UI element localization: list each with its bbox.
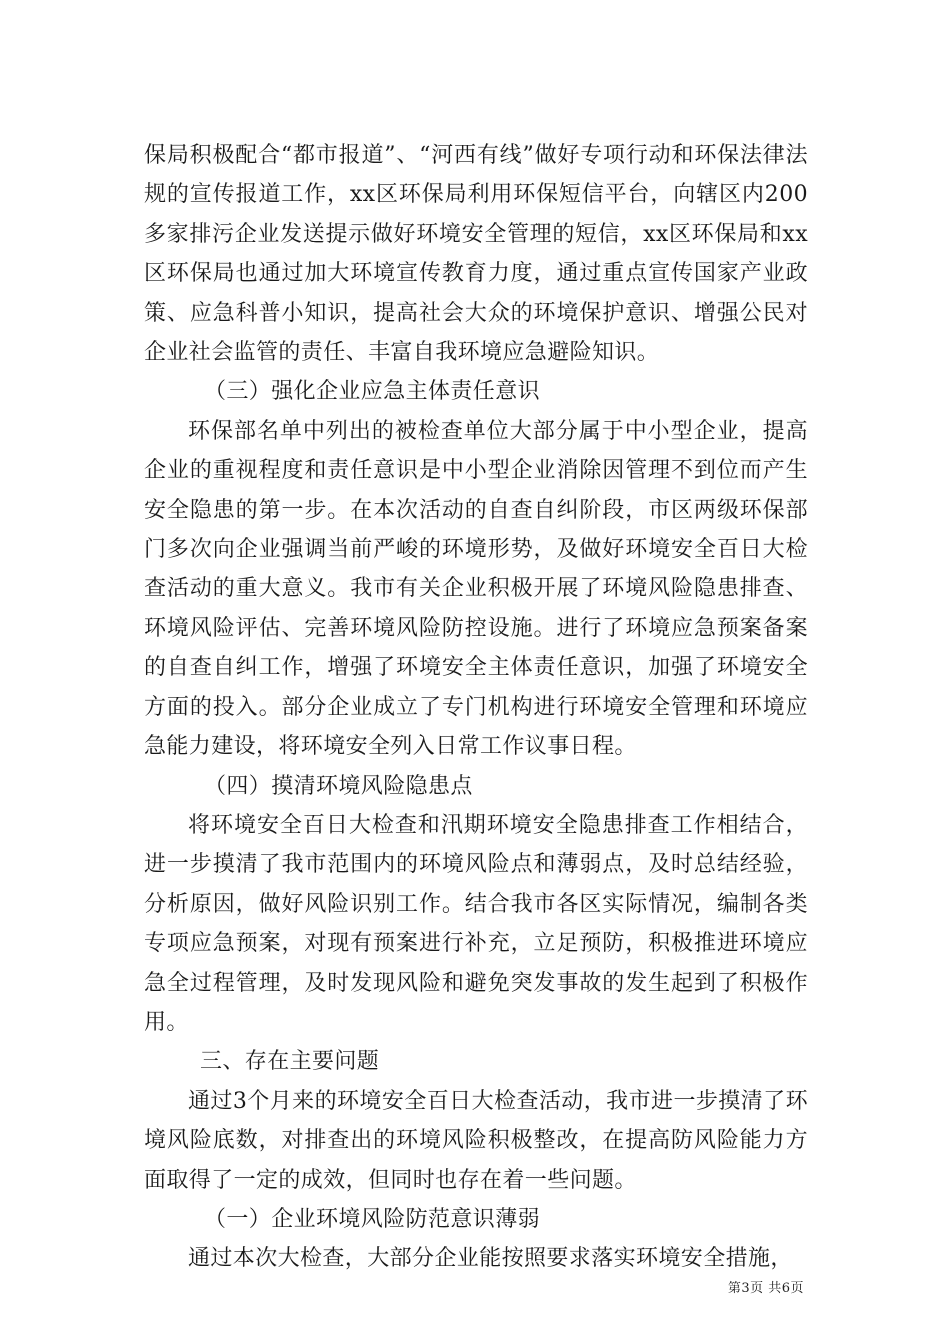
section-heading-1: （一）企业环境风险防范意识薄弱 — [204, 1206, 541, 1232]
paragraph: 通过本次大检查，大部分企业能按照要求落实环境安全措施， — [188, 1246, 793, 1272]
paragraph: 环保部名单中列出的被检查单位大部分属于中小型企业，提高企业的重视程度和责任意识是中小型企业消除因管理不到位而产生安全隐患的第一步。在本次活动的自查自纠阶段，市区两级环保部门多次向企业强调当前严峻的环境形势，及做好环境安全百日大检查活动的重大意义。我市有关企业积极开展了环境风险隐患排查、环境风险评估、完善环境风险防控设施。进行了环境应急预案备案的自查自纠工作，增强了环境安全主体责任意识，加强了环境安全方面的投入。部分企业成立了专门机构进行环境安全管理和环境应急能力建设，将环境安全列入日常工作议事日程。 — [144, 418, 808, 760]
paragraph: 通过3个月来的环境安全百日大检查活动，我市进一步摸清了环境风险底数，对排查出的环境风险积极整改，在提高防风险能力方面取得了一定的成效，但同时也存在着一些问题。 — [144, 1088, 808, 1193]
document-body — [144, 136, 808, 1279]
paragraph: 将环境安全百日大检查和汛期环境安全隐患排查工作相结合，进一步摸清了我市范围内的环境风险点和薄弱点，及时总结经验，分析原因，做好风险识别工作。结合我市各区实际情况，编制各类专项应急预案，对现有预案进行补充，立足预防，积极推进环境应急全过程管理，及时发现风险和避免突发事故的发生起到了积极作用。 — [144, 812, 808, 1035]
page-number-footer: 第3页 共6页 — [727, 1281, 804, 1296]
section-heading-3: （三）强化企业应急主体责任意识 — [204, 379, 541, 405]
chapter-heading: 三、存在主要问题 — [200, 1049, 380, 1075]
section-heading-4: （四）摸清环境风险隐患点 — [204, 773, 473, 799]
paragraph-continuation: 保局积极配合“都市报道”、“河西有线”做好专项行动和环保法律法规的宣传报道工作，xx区环保局利用环保短信平台，向辖区内200多家排污企业发送提示做好环境安全管理的短信，xx区环保局和xx区环保局也通过加大环境宣传教育力度，通过重点宣传国家产业政策、应急科普小知识，提高社会大众的环境保护意识、增强公民对企业社会监管的责任、丰富自我环境应急避险知识。 — [144, 143, 808, 366]
